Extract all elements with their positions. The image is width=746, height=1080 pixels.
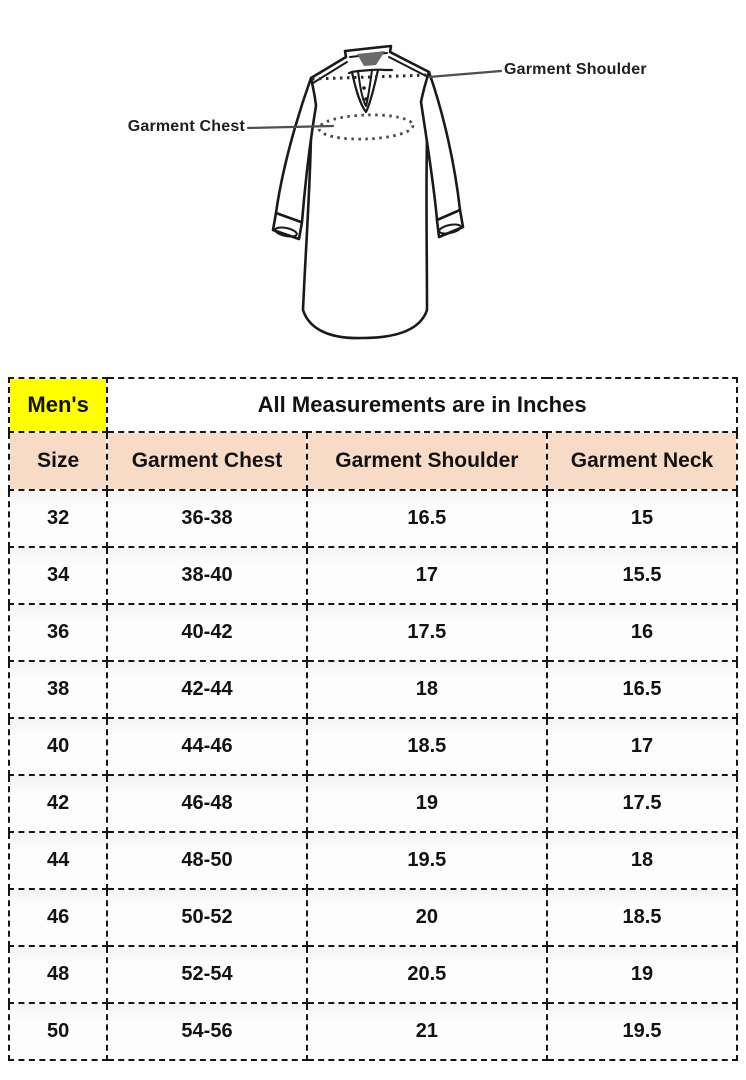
shoulder-cell: 16.5 xyxy=(307,490,547,547)
placket-button-1 xyxy=(362,86,366,90)
table-row xyxy=(9,490,737,547)
chest-cell: 44-46 xyxy=(107,718,306,775)
kurta-body xyxy=(303,46,429,338)
shoulder-cell: 18 xyxy=(307,661,547,718)
column-header-chest: Garment Chest xyxy=(107,432,306,490)
shoulder-cell: 17.5 xyxy=(307,604,547,661)
size-cell: 38 xyxy=(9,661,107,718)
chest-cell: 36-38 xyxy=(107,490,306,547)
shoulder-cell: 19.5 xyxy=(307,832,547,889)
placket-button-2 xyxy=(364,97,368,101)
neck-cell: 17.5 xyxy=(547,775,737,832)
chest-cell: 48-50 xyxy=(107,832,306,889)
garment-shoulder-label: Garment Shoulder xyxy=(504,61,647,78)
table-row xyxy=(9,775,737,832)
size-cell: 42 xyxy=(9,775,107,832)
shoulder-cell: 20 xyxy=(307,889,547,946)
neck-cell: 16.5 xyxy=(547,661,737,718)
table-row xyxy=(9,832,737,889)
garment-chest-label: Garment Chest xyxy=(127,118,245,135)
chest-cell: 54-56 xyxy=(107,1003,306,1060)
shoulder-cell: 18.5 xyxy=(307,718,547,775)
table-row xyxy=(9,718,737,775)
kurta-illustration-svg xyxy=(0,0,746,377)
neck-cell: 19.5 xyxy=(547,1003,737,1060)
chest-cell: 52-54 xyxy=(107,946,306,1003)
table-row xyxy=(9,604,737,661)
table-title-row xyxy=(9,378,737,432)
garment-diagram xyxy=(0,0,746,377)
chest-cell: 46-48 xyxy=(107,775,306,832)
size-cell: 40 xyxy=(9,718,107,775)
size-cell: 48 xyxy=(9,946,107,1003)
chest-cell: 50-52 xyxy=(107,889,306,946)
shoulder-cell: 17 xyxy=(307,547,547,604)
neck-cell: 18 xyxy=(547,832,737,889)
shoulder-leader-line xyxy=(429,71,501,77)
neck-cell: 16 xyxy=(547,604,737,661)
mens-badge: Men's xyxy=(9,378,107,432)
column-header-row xyxy=(9,432,737,490)
shoulder-cell: 19 xyxy=(307,775,547,832)
table-row xyxy=(9,1003,737,1060)
chest-cell: 40-42 xyxy=(107,604,306,661)
column-header-size: Size xyxy=(9,432,107,490)
size-chart-table xyxy=(8,377,738,1061)
chest-cell: 42-44 xyxy=(107,661,306,718)
table-row xyxy=(9,889,737,946)
neck-cell: 15 xyxy=(547,490,737,547)
neck-cell: 18.5 xyxy=(547,889,737,946)
size-cell: 32 xyxy=(9,490,107,547)
shoulder-cell: 21 xyxy=(307,1003,547,1060)
neck-cell: 19 xyxy=(547,946,737,1003)
neck-cell: 15.5 xyxy=(547,547,737,604)
neck-cell: 17 xyxy=(547,718,737,775)
table-title: All Measurements are in Inches xyxy=(107,378,737,432)
column-header-shoulder: Garment Shoulder xyxy=(307,432,547,490)
size-cell: 44 xyxy=(9,832,107,889)
table-row xyxy=(9,547,737,604)
chest-cell: 38-40 xyxy=(107,547,306,604)
table-row xyxy=(9,946,737,1003)
shoulder-cell: 20.5 xyxy=(307,946,547,1003)
size-cell: 34 xyxy=(9,547,107,604)
size-cell: 50 xyxy=(9,1003,107,1060)
size-cell: 46 xyxy=(9,889,107,946)
column-header-neck: Garment Neck xyxy=(547,432,737,490)
size-cell: 36 xyxy=(9,604,107,661)
table-row xyxy=(9,661,737,718)
